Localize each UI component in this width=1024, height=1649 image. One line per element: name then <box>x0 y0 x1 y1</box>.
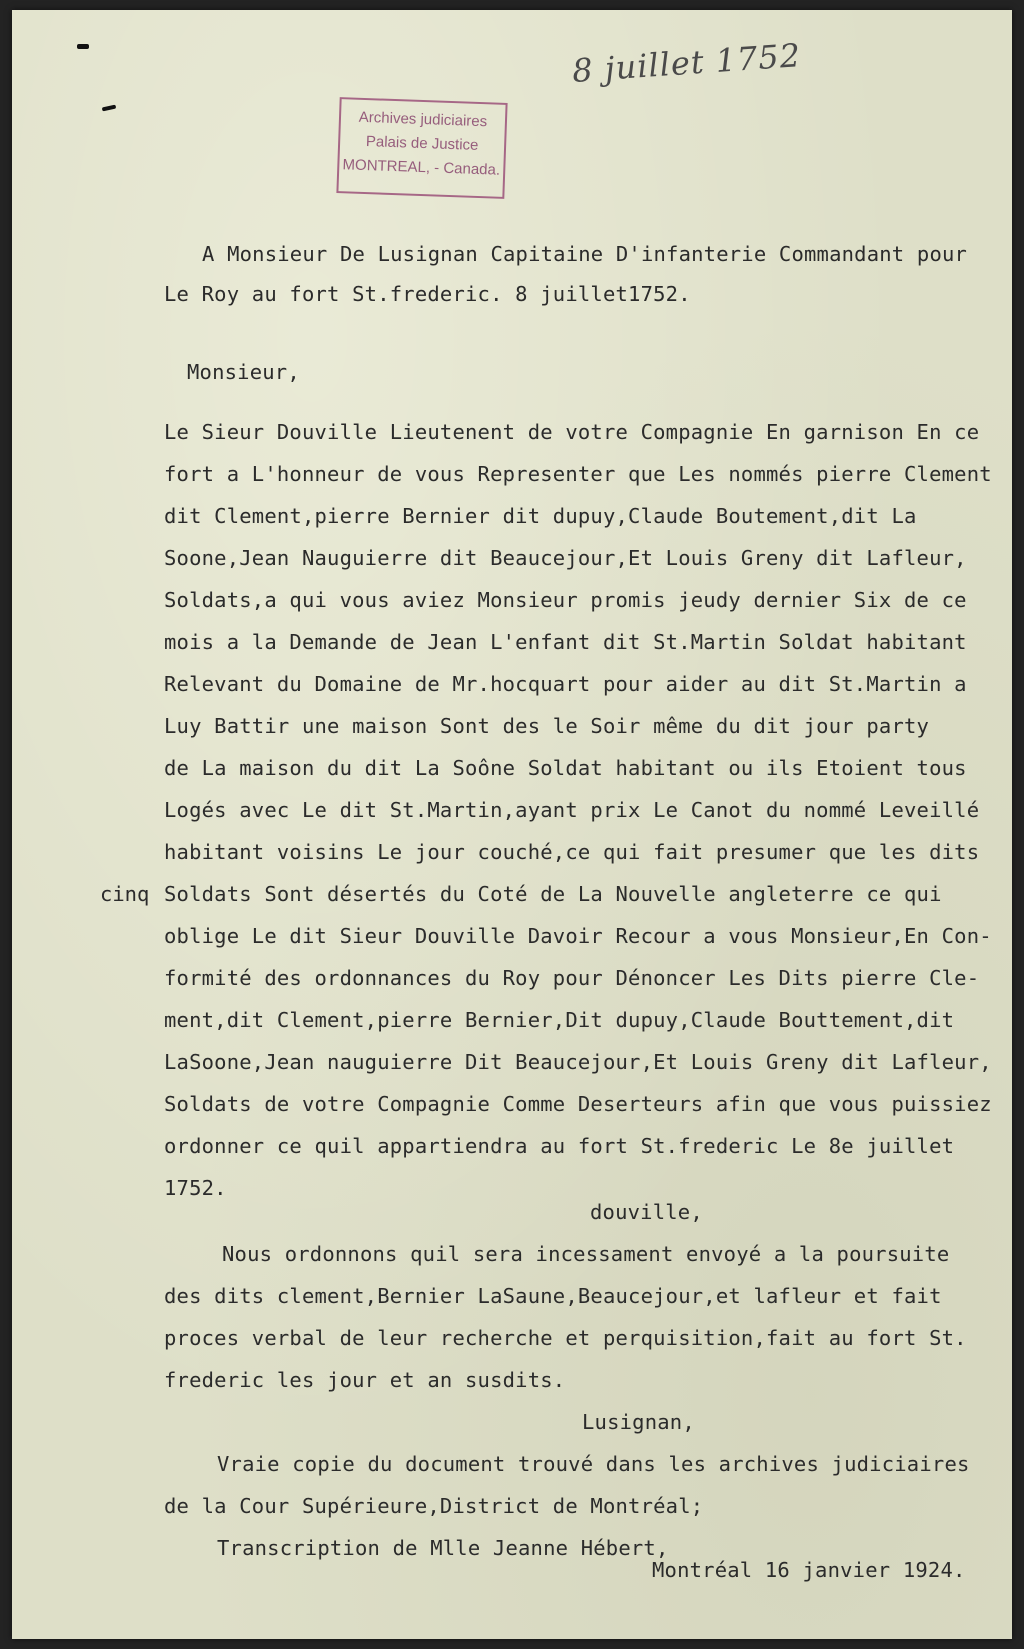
certification-line: Transcription de Mlle Jeanne Hébert, <box>217 1536 669 1560</box>
petition-line: fort a L'honneur de vous Representer que Les nommés pierre Clement <box>164 462 992 486</box>
order-line: Nous ordonnons quil sera incessament envoyé a la poursuite <box>222 1242 950 1266</box>
handwritten-date: 8 juillet 1752 <box>570 36 803 90</box>
petition-line: habitant voisins Le jour couché,ce qui fait presumer que les dits <box>164 840 980 864</box>
document-page <box>12 10 1012 1639</box>
petition-line: Le Sieur Douville Lieutenent de votre Compagnie En garnison En ce <box>164 420 980 444</box>
signature-lusignan: Lusignan, <box>582 1410 695 1434</box>
margin-insertion: cinq <box>100 882 150 906</box>
petition-line: oblige Le dit Sieur Douville Davoir Recour a vous Monsieur,En Con- <box>164 924 992 948</box>
petition-line: Soldats,a qui vous aviez Monsieur promis jeudy dernier Six de ce <box>164 588 967 612</box>
punch-mark <box>77 44 89 49</box>
petition-line: dit Clement,pierre Bernier dit dupuy,Claude Boutement,dit La <box>164 504 917 528</box>
signature-douville: douville, <box>590 1200 703 1224</box>
petition-line: ordonner ce quil appartiendra au fort St.frederic Le 8e juillet <box>164 1134 955 1158</box>
order-line: frederic les jour et an susdits. <box>164 1368 566 1392</box>
petition-line: Relevant du Domaine de Mr.hocquart pour aider au dit St.Martin a <box>164 672 967 696</box>
salutation: Monsieur, <box>187 360 300 384</box>
petition-line: ment,dit Clement,pierre Bernier,Dit dupuy,Claude Bouttement,dit <box>164 1008 955 1032</box>
order-line: des dits clement,Bernier LaSaune,Beaucejour,et lafleur et fait <box>164 1284 942 1308</box>
petition-line: mois a la Demande de Jean L'enfant dit St.Martin Soldat habitant <box>164 630 967 654</box>
petition-line: Logés avec Le dit St.Martin,ayant prix Le Canot du nommé Leveillé <box>164 798 980 822</box>
petition-line: formité des ordonnances du Roy pour Dénoncer Les Dits pierre Cle- <box>164 966 980 990</box>
petition-line: LaSoone,Jean nauguierre Dit Beaucejour,Et Louis Greny dit Lafleur, <box>164 1050 992 1074</box>
punch-mark <box>102 105 117 112</box>
petition-line: de La maison du dit La Soône Soldat habitant ou ils Etoient tous <box>164 756 967 780</box>
certification-line: Vraie copie du document trouvé dans les archives judiciaires <box>217 1452 970 1476</box>
petition-line: Soldats de votre Compagnie Comme Deserteurs afin que vous puissiez <box>164 1092 992 1116</box>
stamp-line: Archives judiciaires <box>358 108 488 131</box>
stamp-line: Palais de Justice <box>365 133 479 154</box>
petition-line: Soldats Sont désertés du Coté de La Nouvelle angleterre ce qui <box>164 882 942 906</box>
stamp-line: MONTREAL, - Canada. <box>342 156 501 179</box>
place-date: Montréal 16 janvier 1924. <box>652 1558 966 1582</box>
petition-line: Luy Battir une maison Sont des le Soir même du dit jour party <box>164 714 930 738</box>
petition-line: Soone,Jean Nauguierre dit Beaucejour,Et Louis Greny dit Lafleur, <box>164 546 967 570</box>
address-line: A Monsieur De Lusignan Capitaine D'infanterie Commandant pour <box>202 242 968 266</box>
certification-line: de la Cour Supérieure,District de Montréal; <box>164 1494 704 1518</box>
archive-stamp <box>336 97 507 199</box>
address-line: Le Roy au fort St.frederic. 8 juillet1752. <box>164 282 691 306</box>
order-line: proces verbal de leur recherche et perquisition,fait au fort St. <box>164 1326 967 1350</box>
petition-line: 1752. <box>164 1176 227 1200</box>
